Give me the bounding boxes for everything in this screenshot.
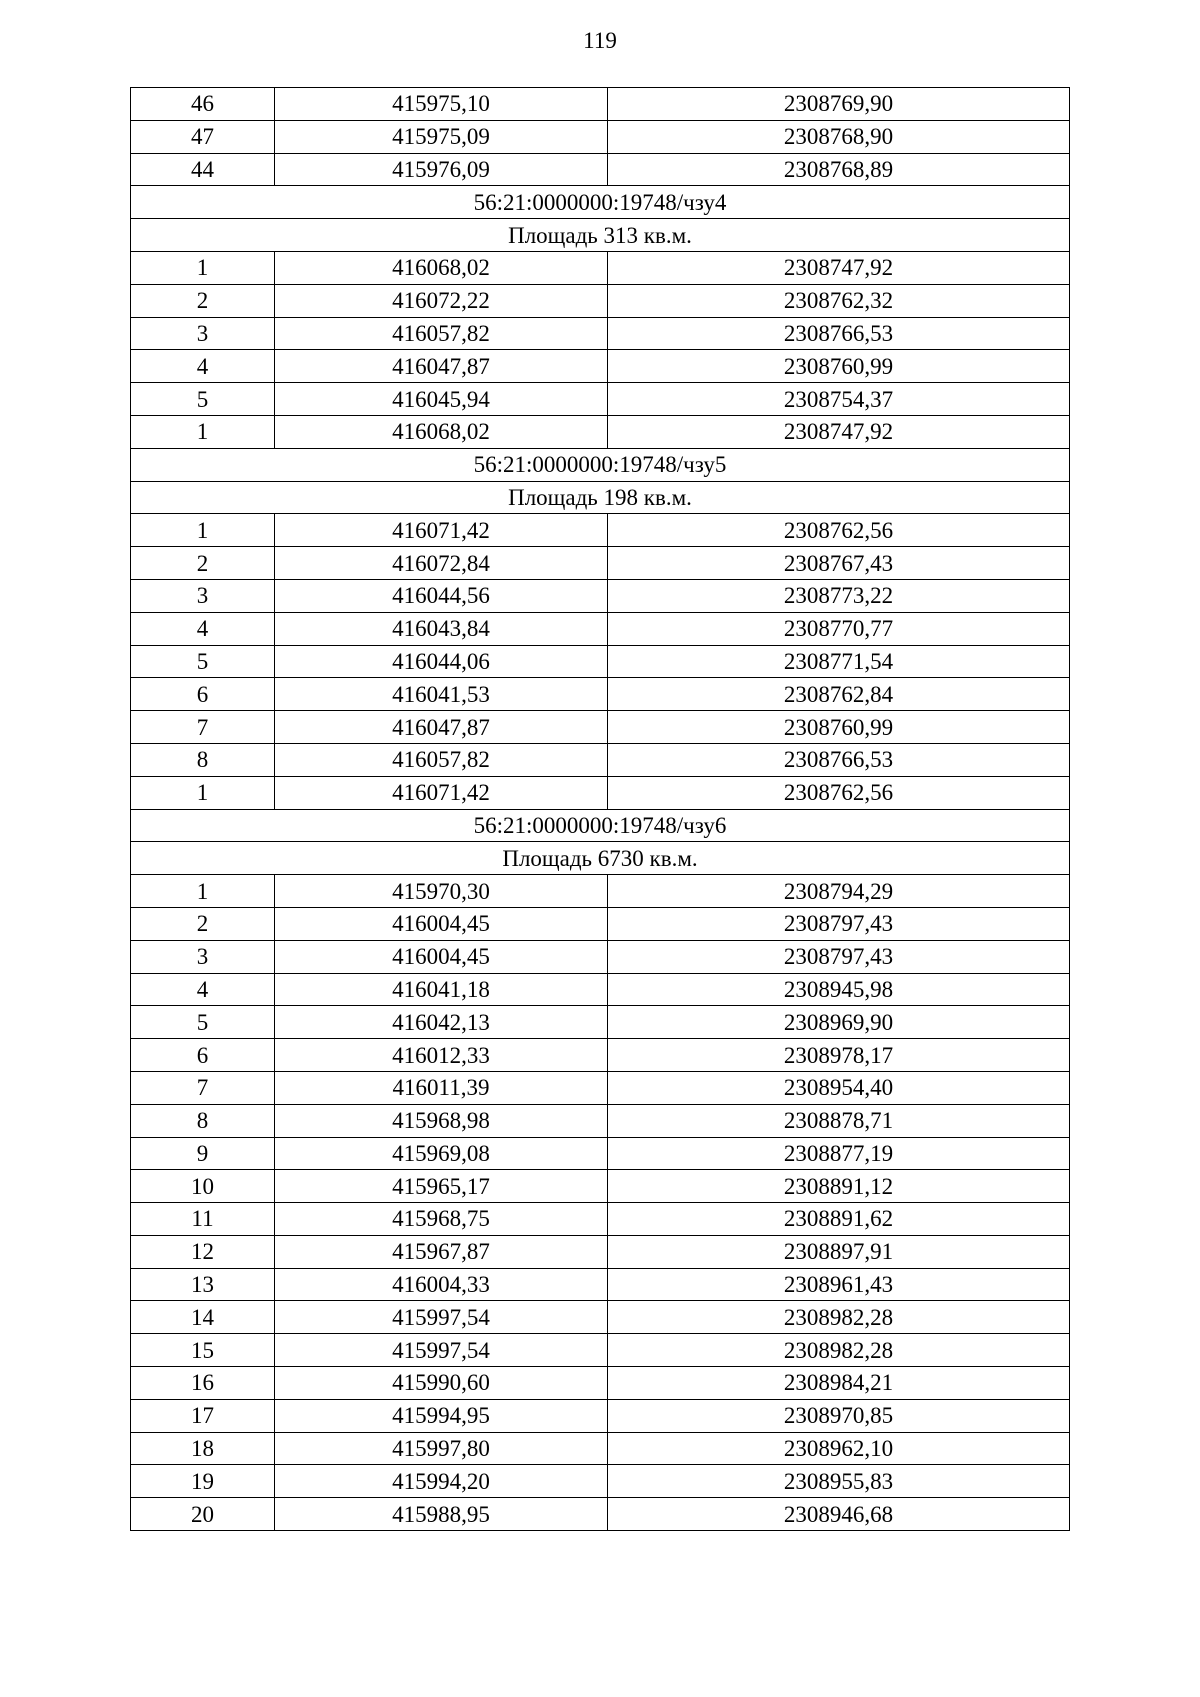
parcel-area-row — [131, 842, 1070, 875]
point-number-cell: 12 — [131, 1235, 275, 1268]
y-coordinate-cell: 2308770,77 — [608, 612, 1070, 645]
x-coordinate-cell: 415975,09 — [275, 120, 608, 153]
table-row — [131, 743, 1070, 776]
x-coordinate-cell: 416004,33 — [275, 1268, 608, 1301]
point-number-cell: 10 — [131, 1170, 275, 1203]
x-coordinate-cell: 416004,45 — [275, 907, 608, 940]
table-row — [131, 1498, 1070, 1531]
table-row — [131, 711, 1070, 744]
x-coordinate-cell: 416047,87 — [275, 350, 608, 383]
table-row — [131, 1006, 1070, 1039]
point-number-cell: 14 — [131, 1301, 275, 1334]
x-coordinate-cell: 416041,53 — [275, 678, 608, 711]
point-number-cell: 2 — [131, 284, 275, 317]
x-coordinate-cell: 415997,54 — [275, 1301, 608, 1334]
point-number-cell: 7 — [131, 711, 275, 744]
y-coordinate-cell: 2308945,98 — [608, 973, 1070, 1006]
x-coordinate-cell: 415975,10 — [275, 88, 608, 121]
x-coordinate-cell: 415994,20 — [275, 1465, 608, 1498]
y-coordinate-cell: 2308955,83 — [608, 1465, 1070, 1498]
parcel-area-cell: Площадь 6730 кв.м. — [131, 842, 1070, 875]
y-coordinate-cell: 2308877,19 — [608, 1137, 1070, 1170]
point-number-cell: 8 — [131, 743, 275, 776]
point-number-cell: 5 — [131, 645, 275, 678]
table-row — [131, 120, 1070, 153]
table-row — [131, 317, 1070, 350]
table-row — [131, 251, 1070, 284]
y-coordinate-cell: 2308962,10 — [608, 1432, 1070, 1465]
parcel-area-cell: Площадь 198 кв.м. — [131, 481, 1070, 514]
point-number-cell: 18 — [131, 1432, 275, 1465]
x-coordinate-cell: 415967,87 — [275, 1235, 608, 1268]
point-number-cell: 17 — [131, 1399, 275, 1432]
x-coordinate-cell: 415994,95 — [275, 1399, 608, 1432]
y-coordinate-cell: 2308797,43 — [608, 907, 1070, 940]
y-coordinate-cell: 2308954,40 — [608, 1071, 1070, 1104]
y-coordinate-cell: 2308946,68 — [608, 1498, 1070, 1531]
point-number-cell: 1 — [131, 415, 275, 448]
y-coordinate-cell: 2308969,90 — [608, 1006, 1070, 1039]
point-number-cell: 1 — [131, 776, 275, 809]
table-row — [131, 1367, 1070, 1400]
point-number-cell: 4 — [131, 973, 275, 1006]
table-row — [131, 350, 1070, 383]
parcel-area-cell: Площадь 313 кв.м. — [131, 219, 1070, 252]
parcel-header-row — [131, 448, 1070, 481]
y-coordinate-cell: 2308766,53 — [608, 743, 1070, 776]
point-number-cell: 20 — [131, 1498, 275, 1531]
point-number-cell: 46 — [131, 88, 275, 121]
table-row — [131, 415, 1070, 448]
x-coordinate-cell: 415969,08 — [275, 1137, 608, 1170]
x-coordinate-cell: 416012,33 — [275, 1039, 608, 1072]
y-coordinate-cell: 2308891,62 — [608, 1203, 1070, 1236]
y-coordinate-cell: 2308961,43 — [608, 1268, 1070, 1301]
point-number-cell: 6 — [131, 678, 275, 711]
point-number-cell: 1 — [131, 875, 275, 908]
table-row — [131, 973, 1070, 1006]
parcel-number-cell: 56:21:0000000:19748/чзу6 — [131, 809, 1070, 842]
point-number-cell: 3 — [131, 940, 275, 973]
x-coordinate-cell: 416011,39 — [275, 1071, 608, 1104]
point-number-cell: 44 — [131, 153, 275, 186]
point-number-cell: 2 — [131, 547, 275, 580]
coordinates-table-body — [131, 88, 1070, 1531]
parcel-area-row — [131, 481, 1070, 514]
x-coordinate-cell: 415968,75 — [275, 1203, 608, 1236]
point-number-cell: 7 — [131, 1071, 275, 1104]
point-number-cell: 3 — [131, 317, 275, 350]
table-row — [131, 579, 1070, 612]
y-coordinate-cell: 2308773,22 — [608, 579, 1070, 612]
x-coordinate-cell: 415970,30 — [275, 875, 608, 908]
table-row — [131, 1465, 1070, 1498]
page-number: 119 — [583, 28, 617, 53]
y-coordinate-cell: 2308747,92 — [608, 415, 1070, 448]
y-coordinate-cell: 2308760,99 — [608, 711, 1070, 744]
x-coordinate-cell: 416057,82 — [275, 317, 608, 350]
y-coordinate-cell: 2308762,56 — [608, 776, 1070, 809]
table-row — [131, 514, 1070, 547]
parcel-number-cell: 56:21:0000000:19748/чзу5 — [131, 448, 1070, 481]
table-row — [131, 383, 1070, 416]
point-number-cell: 5 — [131, 1006, 275, 1039]
x-coordinate-cell: 416072,84 — [275, 547, 608, 580]
y-coordinate-cell: 2308897,91 — [608, 1235, 1070, 1268]
table-row — [131, 1268, 1070, 1301]
parcel-number-cell: 56:21:0000000:19748/чзу4 — [131, 186, 1070, 219]
table-row — [131, 153, 1070, 186]
y-coordinate-cell: 2308978,17 — [608, 1039, 1070, 1072]
table-row — [131, 776, 1070, 809]
x-coordinate-cell: 416045,94 — [275, 383, 608, 416]
x-coordinate-cell: 416057,82 — [275, 743, 608, 776]
y-coordinate-cell: 2308768,90 — [608, 120, 1070, 153]
parcel-area-row — [131, 219, 1070, 252]
y-coordinate-cell: 2308982,28 — [608, 1301, 1070, 1334]
table-row — [131, 1432, 1070, 1465]
point-number-cell: 8 — [131, 1104, 275, 1137]
y-coordinate-cell: 2308762,32 — [608, 284, 1070, 317]
point-number-cell: 6 — [131, 1039, 275, 1072]
point-number-cell: 5 — [131, 383, 275, 416]
point-number-cell: 2 — [131, 907, 275, 940]
point-number-cell: 1 — [131, 514, 275, 547]
x-coordinate-cell: 416068,02 — [275, 251, 608, 284]
x-coordinate-cell: 415976,09 — [275, 153, 608, 186]
x-coordinate-cell: 416071,42 — [275, 776, 608, 809]
x-coordinate-cell: 416072,22 — [275, 284, 608, 317]
point-number-cell: 9 — [131, 1137, 275, 1170]
x-coordinate-cell: 416043,84 — [275, 612, 608, 645]
y-coordinate-cell: 2308982,28 — [608, 1334, 1070, 1367]
point-number-cell: 4 — [131, 612, 275, 645]
y-coordinate-cell: 2308797,43 — [608, 940, 1070, 973]
table-row — [131, 678, 1070, 711]
point-number-cell: 1 — [131, 251, 275, 284]
parcel-header-row — [131, 809, 1070, 842]
table-row — [131, 907, 1070, 940]
x-coordinate-cell: 415988,95 — [275, 1498, 608, 1531]
y-coordinate-cell: 2308878,71 — [608, 1104, 1070, 1137]
table-row — [131, 1104, 1070, 1137]
y-coordinate-cell: 2308769,90 — [608, 88, 1070, 121]
table-row — [131, 547, 1070, 580]
table-row — [131, 612, 1070, 645]
table-row — [131, 1039, 1070, 1072]
coordinates-table — [130, 87, 1070, 1531]
y-coordinate-cell: 2308767,43 — [608, 547, 1070, 580]
table-row — [131, 940, 1070, 973]
table-row — [131, 1235, 1070, 1268]
y-coordinate-cell: 2308762,56 — [608, 514, 1070, 547]
parcel-header-row — [131, 186, 1070, 219]
y-coordinate-cell: 2308970,85 — [608, 1399, 1070, 1432]
table-row — [131, 1301, 1070, 1334]
table-row — [131, 1334, 1070, 1367]
x-coordinate-cell: 416042,13 — [275, 1006, 608, 1039]
x-coordinate-cell: 416071,42 — [275, 514, 608, 547]
point-number-cell: 47 — [131, 120, 275, 153]
x-coordinate-cell: 415990,60 — [275, 1367, 608, 1400]
x-coordinate-cell: 416068,02 — [275, 415, 608, 448]
x-coordinate-cell: 415968,98 — [275, 1104, 608, 1137]
table-row — [131, 1071, 1070, 1104]
y-coordinate-cell: 2308771,54 — [608, 645, 1070, 678]
table-row — [131, 1203, 1070, 1236]
x-coordinate-cell: 416041,18 — [275, 973, 608, 1006]
point-number-cell: 15 — [131, 1334, 275, 1367]
x-coordinate-cell: 415965,17 — [275, 1170, 608, 1203]
x-coordinate-cell: 416044,06 — [275, 645, 608, 678]
point-number-cell: 3 — [131, 579, 275, 612]
point-number-cell: 16 — [131, 1367, 275, 1400]
x-coordinate-cell: 415997,54 — [275, 1334, 608, 1367]
x-coordinate-cell: 415997,80 — [275, 1432, 608, 1465]
table-row — [131, 88, 1070, 121]
point-number-cell: 19 — [131, 1465, 275, 1498]
table-row — [131, 1170, 1070, 1203]
y-coordinate-cell: 2308760,99 — [608, 350, 1070, 383]
table-row — [131, 1399, 1070, 1432]
point-number-cell: 13 — [131, 1268, 275, 1301]
x-coordinate-cell: 416044,56 — [275, 579, 608, 612]
point-number-cell: 11 — [131, 1203, 275, 1236]
y-coordinate-cell: 2308768,89 — [608, 153, 1070, 186]
y-coordinate-cell: 2308754,37 — [608, 383, 1070, 416]
y-coordinate-cell: 2308766,53 — [608, 317, 1070, 350]
table-row — [131, 875, 1070, 908]
table-row — [131, 284, 1070, 317]
table-row — [131, 1137, 1070, 1170]
point-number-cell: 4 — [131, 350, 275, 383]
x-coordinate-cell: 416047,87 — [275, 711, 608, 744]
y-coordinate-cell: 2308984,21 — [608, 1367, 1070, 1400]
table-row — [131, 645, 1070, 678]
y-coordinate-cell: 2308891,12 — [608, 1170, 1070, 1203]
y-coordinate-cell: 2308747,92 — [608, 251, 1070, 284]
y-coordinate-cell: 2308762,84 — [608, 678, 1070, 711]
x-coordinate-cell: 416004,45 — [275, 940, 608, 973]
y-coordinate-cell: 2308794,29 — [608, 875, 1070, 908]
